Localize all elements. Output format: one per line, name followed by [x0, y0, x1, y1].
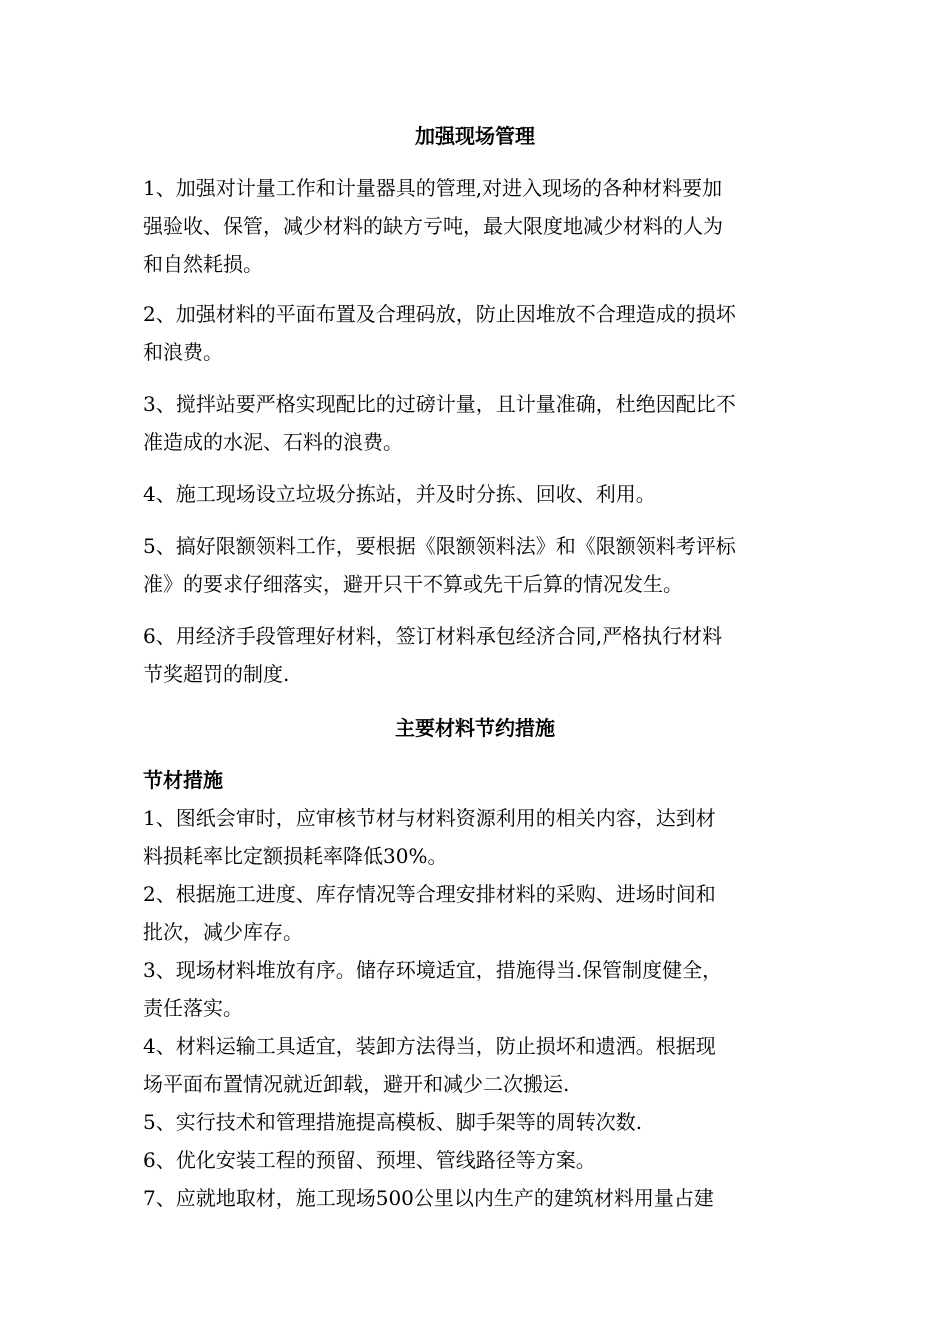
paragraph-line: 和浪费。 [143, 340, 223, 364]
paragraph-line: 责任落实。 [143, 996, 243, 1020]
paragraph-line: 1、图纸会审时，应审核节材与材料资源利用的相关内容，达到材 [143, 806, 716, 830]
subheading-material-measures: 节材措施 [143, 768, 223, 792]
paragraph-line: 2、根据施工进度、库存情况等合理安排材料的采购、进场时间和 [143, 882, 716, 906]
section-title-site-management: 加强现场管理 [415, 124, 535, 148]
paragraph-line: 批次，减少库存。 [143, 920, 303, 944]
paragraph-line: 场平面布置情况就近卸载，避开和减少二次搬运. [143, 1072, 570, 1096]
paragraph-line: 4、施工现场设立垃圾分拣站，并及时分拣、回收、利用。 [143, 482, 656, 506]
paragraph-line: 2、加强材料的平面布置及合理码放，防止因堆放不合理造成的损坏 [143, 302, 736, 326]
paragraph-line: 6、优化安装工程的预留、预埋、管线路径等方案。 [143, 1148, 596, 1172]
paragraph-line: 3、搅拌站要严格实现配比的过磅计量，且计量准确，杜绝因配比不 [143, 392, 736, 416]
paragraph-line: 6、用经济手段管理好材料，签订材料承包经济合同,严格执行材料 [143, 624, 723, 648]
paragraph-line: 4、材料运输工具适宜，装卸方法得当，防止损坏和遗洒。根据现 [143, 1034, 716, 1058]
paragraph-line: 3、现场材料堆放有序。储存环境适宜，措施得当.保管制度健全， [143, 958, 723, 982]
paragraph-line: 和自然耗损。 [143, 252, 263, 276]
paragraph-line: 7、应就地取材，施工现场500公里以内生产的建筑材料用量占建 [143, 1186, 714, 1210]
paragraph-line: 5、实行技术和管理措施提高模板、脚手架等的周转次数. [143, 1110, 643, 1134]
paragraph-line: 准》的要求仔细落实，避开只干不算或先干后算的情况发生。 [143, 572, 683, 596]
paragraph-line: 1、加强对计量工作和计量器具的管理,对进入现场的各种材料要加 [143, 176, 723, 200]
paragraph-line: 强验收、保管，减少材料的缺方亏吨，最大限度地减少材料的人为 [143, 214, 723, 238]
paragraph-line: 料损耗率比定额损耗率降低30%。 [143, 844, 448, 868]
paragraph-line: 准造成的水泥、石料的浪费。 [143, 430, 403, 454]
paragraph-line: 5、搞好限额领料工作，要根据《限额领料法》和《限额领料考评标 [143, 534, 736, 558]
paragraph-line: 节奖超罚的制度. [143, 662, 290, 686]
section-title-material-saving: 主要材料节约措施 [395, 716, 555, 740]
